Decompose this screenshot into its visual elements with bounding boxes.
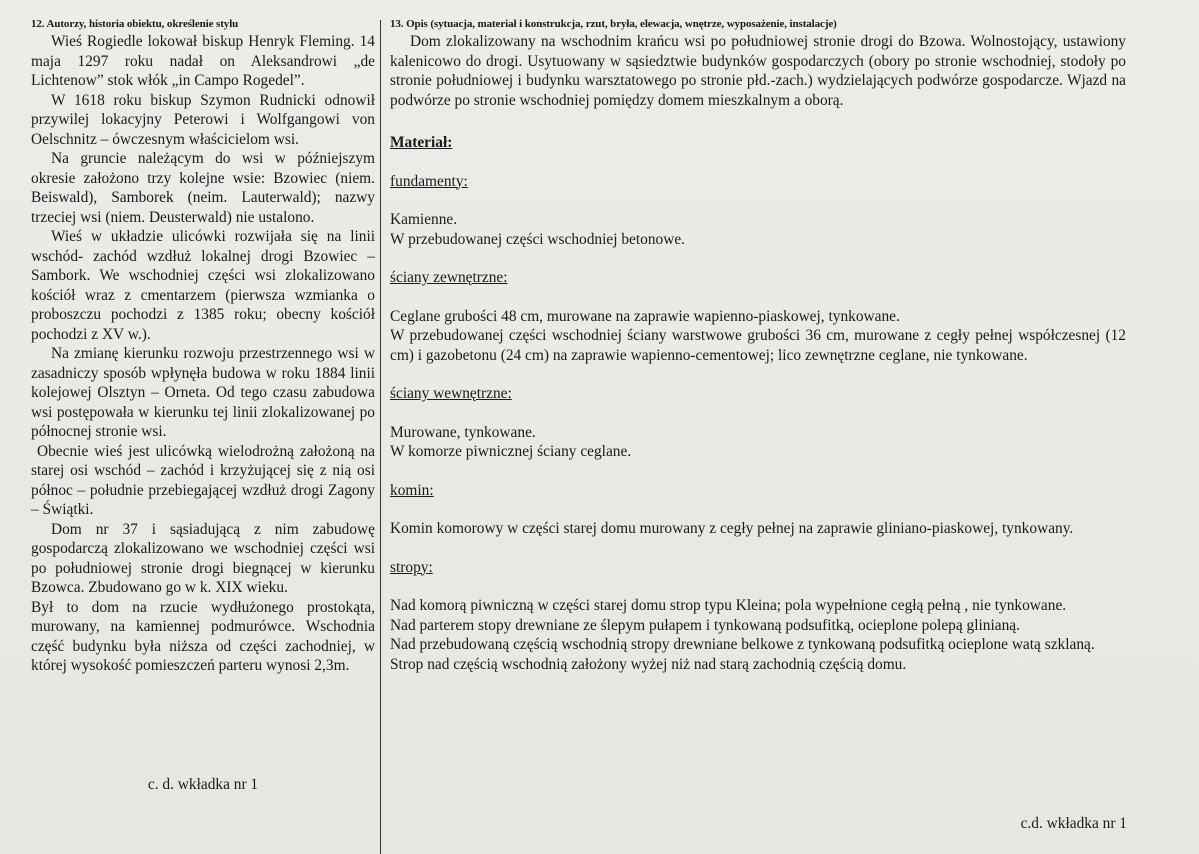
- sciany-wewnetrzne-label: ściany wewnętrzne:: [390, 385, 512, 402]
- material-title: Materiał:: [390, 134, 453, 151]
- sciany-zewnetrzne-label: ściany zewnętrzne:: [390, 269, 508, 286]
- komin-label: komin:: [390, 481, 434, 499]
- stropy-line: Nad przebudowaną częścią wschodnią stropy drewniane belkowe z tynkowaną podsufitką ocieplone watą szklaną.: [390, 636, 1095, 653]
- history-column: [31, 18, 375, 793]
- history-paragraph: W 1618 roku biskup Szymon Rudnicki odnowił przywilej lokacyjny Peterowi i Wolfgangowi von Oelschnitz – ówczesnym właścicielom wsi.: [31, 91, 375, 148]
- history-paragraph: Na zmianę kierunku rozwoju przestrzennego wsi w zasadniczy sposób wpłynęła budowa w roku 1884 linii kolejowej Olsztyn – Orneta. Od tego czasu zabudowa wsi postępowała w kierunku tej linii zlokalizowanej po północnej stronie wsi.: [31, 345, 375, 440]
- section-12-heading: 12. Autorzy, historia obiektu, określenie stylu: [31, 18, 239, 30]
- fundamenty-label: fundamenty:: [390, 172, 468, 190]
- history-paragraph: Na gruncie należącym do wsi w późniejszym okresie założono trzy kolejne wsie: Bzowiec (niem. Beiswald), Samborek (neim. Lauterwald); nazwy trzeciej wsi (niem. Deusterwald) nie ustalono.: [31, 150, 375, 226]
- sciany-zewnetrzne-line: Ceglane grubości 48 cm, murowane na zaprawie wapienno-piaskowej, tynkowane.: [390, 307, 900, 325]
- right-continuation-note: c.d. wkładka nr 1: [1020, 815, 1127, 832]
- history-paragraph: Obecnie wieś jest ulicówką wielodrożną założoną na starej osi wschód – zachód i krzyżującej się z nią osi północ – południe przebiegającej wzdłuż drogi Zagony – Świątki.: [31, 442, 375, 518]
- column-divider: [380, 20, 381, 854]
- stropy-label: stropy:: [390, 558, 433, 576]
- stropy-line: Nad komorą piwniczną w części starej domu strop typu Kleina; pola wypełnione cegłą pełną , nie tynkowane.: [390, 597, 1067, 614]
- fundamenty-line: Kamienne.: [390, 211, 458, 228]
- history-paragraph: Był to dom na rzucie wydłużonego prostokąta, murowany, na kamiennej podmurówce. Wschodnia część budynku była niższa od części zachodniej, w której wysokość pomieszczeń parteru wynosi 2,3m.: [31, 598, 375, 674]
- history-paragraph: Wieś Rogiedle lokował biskup Henryk Fleming. 14 maja 1297 roku nadał on Aleksandrowi „de Lichtenow” stok włók „in Campo Rogedel”.: [31, 33, 375, 89]
- sciany-wewnetrzne-line: W komorze piwnicznej ściany ceglane.: [390, 443, 632, 460]
- left-continuation-note: c. d. wkładka nr 1: [147, 776, 259, 793]
- description-column: [390, 18, 1127, 832]
- komin-text: Komin komorowy w części starej domu murowany z cegły pełnej na zaprawie gliniano-piaskowej, tynkowany.: [390, 520, 1074, 537]
- sciany-zewnetrzne-line: W przebudowanej części wschodniej ściany warstwowe grubości 36 cm, murowane z cegły pełnej współczesnej (12 cm) i gazobetonu (24 cm) na zaprawie wapienno-cementowej; lico zewnętrzne ceglane, nie tynkowane.: [390, 327, 1126, 364]
- section-13-heading: 13. Opis (sytuacja, materiał i konstrukcja, rzut, bryła, elewacja, wnętrze, wyposażenie, instalacje): [390, 18, 837, 30]
- history-paragraph: Wieś w układzie ulicówki rozwijała się na linii wschód- zachód wzdłuż lokalnej drogi Bzowiec – Sambork. We wschodniej części wsi zlokalizowano kościół wraz z cmentarzem (pierwsza wzmianka o proboszczu pochodzi z 1385 roku; obecny kościół pochodzi z XV w.).: [31, 228, 375, 343]
- stropy-line: Nad parterem stopy drewniane ze ślepym pułapem i tynkowaną podsufitką, ocieplone polepą glinianą.: [390, 616, 1020, 634]
- sciany-wewnetrzne-line: Murowane, tynkowane.: [390, 423, 536, 441]
- history-paragraph: Dom nr 37 i sąsiadującą z nim zabudowę gospodarczą zlokalizowano we wschodniej części wsi po południowej stronie drogi biegnącej w kierunku Bzowca. Zbudowano go w k. XIX wieku.: [31, 520, 375, 596]
- stropy-line: Strop nad częścią wschodnią założony wyżej niż nad starą zachodnią częścią domu.: [390, 655, 907, 673]
- fundamenty-line: W przebudowanej części wschodniej betonowe.: [390, 230, 686, 248]
- location-description: Dom zlokalizowany na wschodnim krańcu wsi po południowej stronie drogi do Bzowa. Wolnostojący, ustawiony kalenicowo do drogi. Usytuowany w sąsiedztwie budynków gospodarczych (obory po stronie wschodniej, stodoły po stronie południowej i budynku warsztatowego po stronie płd.-zach.) wydzielających podwórze gospodarcze. Wjazd na podwórze po stronie wschodniej pomiędzy domem mieszkalnym a oborą.: [390, 33, 1126, 109]
